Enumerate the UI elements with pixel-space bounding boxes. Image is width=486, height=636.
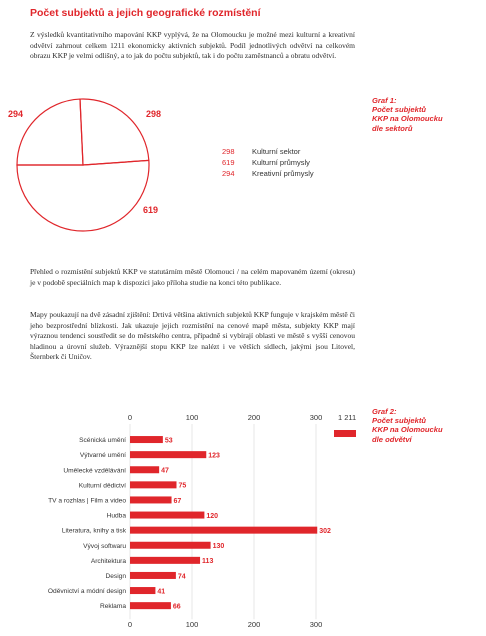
bar-value-label: 67 (173, 497, 182, 505)
legend-value: 619 (222, 158, 235, 167)
total-label: 1 211 (338, 413, 357, 422)
pie-chart (0, 0, 486, 260)
intro-paragraph: Z výsledků kvantitativního mapování KKP vyplývá, že na Olomoucku je možné mezi kulturní a kreativní odvětví zahrnout celkem 1211 ekonomicky aktivních subjektů. Podíl jednotlivých odvětví na celkovém obrazu KKP je velmi odlišný, a to jak do počtu subjektů, tak i do počtu zaměstnanců a obratu odvětví. (30, 30, 355, 61)
category-label: Reklama (99, 603, 126, 611)
legend-label: Kreativní průmysly (252, 169, 314, 178)
legend-label: Kulturní průmysly (252, 158, 310, 167)
category-label: Design (105, 572, 126, 580)
graf2-caption-line: Počet subjektů (372, 416, 427, 426)
tick-label-bottom: 200 (247, 620, 261, 630)
category-label: Hudba (106, 512, 126, 520)
category-label: Vývoj softwaru (83, 542, 126, 550)
bar (130, 542, 211, 549)
map-paragraph: Přehled o rozmístění subjektů KKP ve statutárním městě Olomouci / na celém mapovaném území (okresu) je v podobě speciálních map k dispozici jako příloha studie na konci této publikace. (30, 267, 355, 287)
bar-value-label: 123 (208, 452, 220, 460)
bar (130, 527, 317, 534)
section-heading: Počet subjektů a jejich geografické rozmístění (30, 7, 261, 19)
bar (130, 587, 155, 594)
legend-item (222, 146, 314, 157)
tick-label-top: 300 (309, 413, 323, 422)
bar-value-label: 74 (177, 573, 186, 581)
legend-item (222, 168, 314, 179)
bar (130, 451, 206, 458)
bar-value-label: 130 (212, 543, 225, 551)
graf1-caption-line: dle sektorů (372, 123, 413, 133)
category-label: Výtvarné umění (79, 452, 126, 460)
pie-slice (17, 99, 83, 165)
pie-legend (222, 146, 314, 179)
findings-paragraph: Mapy poukazují na dvě zásadní zjištění: Drtivá většina aktivních subjektů KKP funguje v krajském městě či jeho bezprostřední blízkosti. Jak ukazuje jejich rozmístění na cenové mapě města, subjekty KKP mají výraznou tendenci soustředit se do městského centra, případně si vybírají oblasti ve městě s vyšší cenovou hladinou a úrovní služeb. Výraznější stopu KKP lze nalézt i ve větších sídlech, jakými jsou Litovel, Šternberk či Uničov. (30, 310, 355, 362)
bar (130, 557, 200, 564)
legend-value: 298 (222, 147, 235, 156)
bar-value-label: 120 (206, 512, 219, 520)
bar (130, 602, 171, 609)
legend-label: Kulturní sektor (252, 147, 301, 156)
bar (130, 466, 159, 473)
bar-value-label: 113 (202, 558, 214, 566)
pie-label-kulturni-sektor: 298 (146, 109, 162, 119)
tick-label-top: 100 (185, 413, 199, 422)
bar-value-label: 66 (172, 603, 181, 611)
bar-value-label: 75 (178, 482, 187, 490)
graf2-caption-line: dle odvětví (372, 434, 412, 444)
bar (130, 481, 177, 488)
category-label: Literatura, knihy a tisk (61, 527, 126, 535)
tick-label-top: 200 (247, 413, 261, 422)
tick-label-bottom: 0 (127, 620, 133, 630)
graf2-caption-line: Graf 2: (372, 407, 397, 416)
legend-value: 294 (222, 169, 235, 178)
graf1-caption-line: KKP na Olomoucku (372, 114, 443, 124)
total-bar (334, 430, 356, 437)
category-label: Scénická umění (79, 437, 126, 445)
category-label: Kulturní dědictví (78, 482, 126, 490)
tick-label-top: 0 (127, 413, 133, 422)
graf2-caption-line: KKP na Olomoucku (372, 425, 443, 435)
graf1-caption-line: Graf 1: (372, 96, 397, 105)
category-label: TV a rozhlas | Film a video (48, 497, 126, 505)
bar-value-label: 47 (161, 467, 169, 475)
pie-slice (17, 160, 149, 231)
pie-label-kulturni-prumysly: 619 (143, 205, 159, 215)
graf1-caption-line: Počet subjektů (372, 105, 427, 115)
pie-label-kreativni: 294 (8, 109, 24, 119)
bar-value-label: 302 (319, 527, 331, 535)
tick-label-bottom: 300 (309, 620, 323, 630)
category-label: Architektura (90, 557, 126, 565)
bar (130, 436, 163, 443)
category-label: Umělecké vzdělávání (63, 467, 126, 475)
pie-slice (80, 99, 149, 165)
bar (130, 496, 172, 503)
bar (130, 572, 176, 579)
bar-value-label: 53 (164, 437, 173, 445)
tick-label-bottom: 100 (185, 620, 199, 630)
category-label: Oděvnictví a módní design (47, 588, 126, 596)
bar-chart (0, 400, 486, 636)
bar (130, 512, 204, 519)
bar-value-label: 41 (157, 588, 166, 596)
legend-item (222, 157, 314, 168)
